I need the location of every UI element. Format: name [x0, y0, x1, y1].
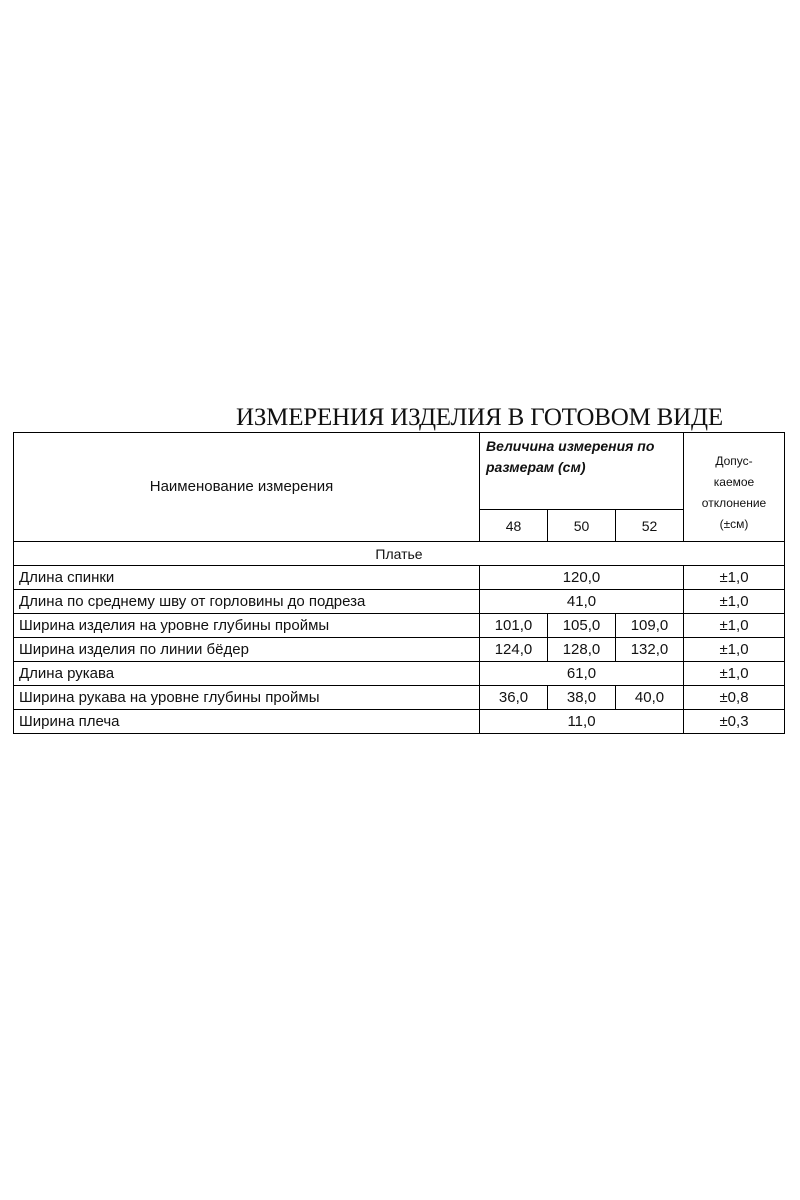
measurement-name: Длина по среднему шву от горловины до подреза: [14, 590, 480, 614]
header-tolerance-cell: [684, 433, 785, 542]
size-50-header: 50: [548, 510, 616, 542]
measurement-value: 120,0: [480, 566, 684, 590]
section-row: [14, 542, 785, 566]
measurement-tolerance: ±0,8: [684, 686, 785, 710]
table-row: [14, 566, 785, 590]
measurement-tolerance: ±1,0: [684, 662, 785, 686]
measurement-name: Длина рукава: [14, 662, 480, 686]
table-row: [14, 710, 785, 734]
measurement-value-50: 128,0: [548, 638, 616, 662]
table-row: [14, 686, 785, 710]
measurement-value-52: 40,0: [616, 686, 684, 710]
measurement-value-48: 101,0: [480, 614, 548, 638]
page-title: ИЗМЕРЕНИЯ ИЗДЕЛИЯ В ГОТОВОМ ВИДЕ: [236, 404, 723, 431]
size-48-header: 48: [480, 510, 548, 542]
measurements-table: [13, 432, 785, 734]
tolerance-line: Допус-: [715, 454, 753, 468]
measurement-value-48: 124,0: [480, 638, 548, 662]
table-row: [14, 638, 785, 662]
measurement-tolerance: ±0,3: [684, 710, 785, 734]
measurement-name: Ширина рукава на уровне глубины проймы: [14, 686, 480, 710]
table-row: [14, 590, 785, 614]
measurement-value: 61,0: [480, 662, 684, 686]
measurement-tolerance: ±1,0: [684, 614, 785, 638]
measurement-value-52: 109,0: [616, 614, 684, 638]
measurement-tolerance: ±1,0: [684, 590, 785, 614]
table-row: [14, 614, 785, 638]
table-row: [14, 662, 785, 686]
header-size-value-cell: Величина измерения по размерам (см): [480, 433, 684, 510]
measurement-value-52: 132,0: [616, 638, 684, 662]
measurement-name: Длина спинки: [14, 566, 480, 590]
measurement-value-50: 38,0: [548, 686, 616, 710]
tolerance-line: каемое: [713, 475, 755, 489]
measurement-name: Ширина изделия на уровне глубины проймы: [14, 614, 480, 638]
size-52-header: 52: [616, 510, 684, 542]
table-header-row: [14, 433, 785, 510]
measurement-tolerance: ±1,0: [684, 566, 785, 590]
measurement-value-50: 105,0: [548, 614, 616, 638]
measurement-value-48: 36,0: [480, 686, 548, 710]
tolerance-line: отклонение: [701, 496, 767, 510]
tolerance-line: (±см): [719, 517, 749, 531]
measurement-value: 41,0: [480, 590, 684, 614]
header-name-cell: Наименование измерения: [14, 433, 480, 542]
measurement-name: Ширина плеча: [14, 710, 480, 734]
measurement-value: 11,0: [480, 710, 684, 734]
measurement-name: Ширина изделия по линии бёдер: [14, 638, 480, 662]
measurement-tolerance: ±1,0: [684, 638, 785, 662]
section-label: Платье: [14, 542, 785, 566]
